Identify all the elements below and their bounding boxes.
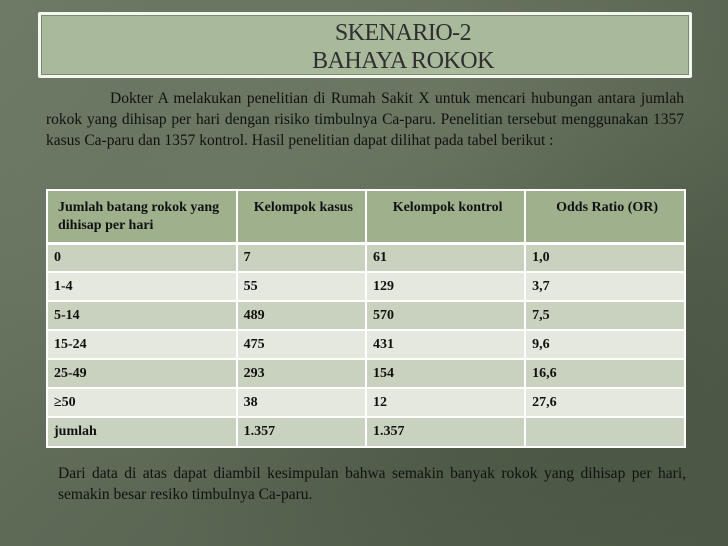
header-case-group: Kelompok kasus: [237, 191, 366, 243]
cell-odds-ratio: 16,6: [525, 359, 684, 388]
slide-title-line-1: SKENARIO-2: [334, 20, 472, 46]
table-row: [48, 388, 684, 417]
table-row: [48, 301, 684, 330]
table-row: [48, 359, 684, 388]
cell-cigarettes: 0: [48, 243, 237, 272]
cell-controls: 431: [366, 330, 525, 359]
cell-controls: 129: [366, 272, 525, 301]
cell-controls: 154: [366, 359, 525, 388]
header-cigarettes-per-day: Jumlah batang rokok yang dihisap per hari: [48, 191, 237, 243]
intro-paragraph: Dokter A melakukan penelitian di Rumah Sakit X untuk mencari hubungan antara jumlah rokok yang dihisap per hari dengan risiko timbulnya Ca-paru. Penelitian tersebut menggunakan 1357 kasus Ca-paru dan 1357 kontrol. Hasil penelitian dapat dilihat pada tabel berikut :: [46, 90, 684, 149]
cell-cases: 489: [237, 301, 366, 330]
cell-cases: 475: [237, 330, 366, 359]
cell-total-label: jumlah: [48, 417, 237, 446]
table-total-row: [48, 417, 684, 446]
cell-odds-ratio: 27,6: [525, 388, 684, 417]
table-row: [48, 272, 684, 301]
cell-odds-ratio: 3,7: [525, 272, 684, 301]
table-header-row: [48, 191, 684, 243]
cell-total-odds-ratio: [525, 417, 684, 446]
cell-cigarettes: 25-49: [48, 359, 237, 388]
cell-total-controls: 1.357: [366, 417, 525, 446]
cell-cases: 38: [237, 388, 366, 417]
cell-total-cases: 1.357: [237, 417, 366, 446]
cell-cigarettes: ≥50: [48, 388, 237, 417]
cell-cases: 55: [237, 272, 366, 301]
header-control-group: Kelompok kontrol: [366, 191, 525, 243]
table-row: [48, 330, 684, 359]
cell-controls: 570: [366, 301, 525, 330]
cell-cigarettes: 1-4: [48, 272, 237, 301]
cell-cigarettes: 5-14: [48, 301, 237, 330]
title-box: [38, 12, 692, 78]
header-odds-ratio: Odds Ratio (OR): [525, 191, 684, 243]
results-table: [46, 189, 686, 448]
table-row: [48, 243, 684, 272]
cell-odds-ratio: 1,0: [525, 243, 684, 272]
cell-odds-ratio: 9,6: [525, 330, 684, 359]
slide-title-line-2: BAHAYA ROKOK: [312, 48, 494, 74]
cell-controls: 61: [366, 243, 525, 272]
conclusion-paragraph: Dari data di atas dapat diambil kesimpulan bahwa semakin banyak rokok yang dihisap per hari, semakin besar resiko timbulnya Ca-paru.: [58, 465, 686, 503]
cell-cigarettes: 15-24: [48, 330, 237, 359]
cell-cases: 293: [237, 359, 366, 388]
cell-odds-ratio: 7,5: [525, 301, 684, 330]
cell-cases: 7: [237, 243, 366, 272]
cell-controls: 12: [366, 388, 525, 417]
